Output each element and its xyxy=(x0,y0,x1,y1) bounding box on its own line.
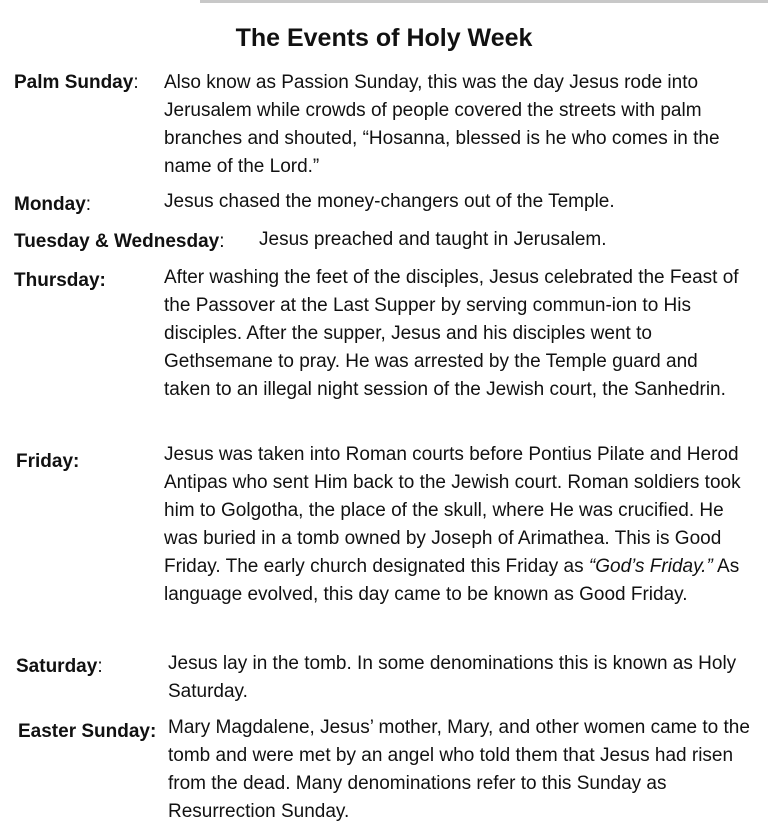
label-text: Easter Sunday: xyxy=(18,721,157,742)
label-colon: : xyxy=(85,194,92,215)
label-text: Tuesday & Wednesday xyxy=(14,231,220,252)
label-colon: : xyxy=(97,656,103,677)
label-text: Palm Sunday xyxy=(14,72,134,93)
text-saturday: Jesus lay in the tomb. In some denominations this is known as Holy Saturday. xyxy=(168,653,737,702)
text-easter-sunday: Mary Magdalene, Jesus’ mother, Mary, and other women came to the tomb and were met by an angel who told them that Jesus had risen from the dead. Many denominations refer to this Sunday as Resurrection Sunday. xyxy=(168,717,750,822)
label-text: Saturday xyxy=(16,656,98,677)
label-text: Monday xyxy=(14,194,86,215)
label-palm-sunday xyxy=(14,69,139,97)
label-colon: : xyxy=(133,72,139,93)
text-palm-sunday: Also know as Passion Sunday, this was the day Jesus rode into Jerusalem while crowds of people covered the streets with palm branches and shouted, “Hosanna, blessed is he who comes in the name of the Lord.” xyxy=(164,72,720,177)
page-title: The Events of Holy Week xyxy=(235,24,533,52)
top-rule xyxy=(200,0,768,3)
text-tuesday-wednesday: Jesus preached and taught in Jerusalem. xyxy=(259,229,607,250)
text-friday xyxy=(164,441,754,609)
label-friday xyxy=(16,448,79,476)
label-thursday xyxy=(14,267,106,295)
label-text: Thursday: xyxy=(14,270,106,291)
label-tuesday-wednesday xyxy=(14,228,224,256)
text-thursday: After washing the feet of the disciples, Jesus celebrated the Feast of the Passover at the Last Supper by serving commun-ion to His disciples. After the supper, Jesus and his disciples went to Gethsemane to pray. He was arrested by the Temple guard and taken to an illegal night session of the Jewish court, the Sanhedrin. xyxy=(164,267,739,400)
text-friday-italic: “God’s Friday.” xyxy=(588,556,713,577)
label-saturday xyxy=(16,653,103,681)
text-friday-part2: As language evolved, this day came to be known as Good Friday. xyxy=(164,556,740,605)
text-monday: Jesus chased the money-changers out of the Temple. xyxy=(164,191,615,212)
label-text: Friday: xyxy=(16,451,80,472)
text-friday-part1: Jesus was taken into Roman courts before Pontius Pilate and Herod Antipas who sent Him back to the Jewish court. Roman soldiers took him to Golgotha, the place of the skull, where He was crucified. He was buried in a tomb owned by Joseph of Arimathea. This is Good Friday. The early church designated this Friday as xyxy=(164,444,741,577)
label-colon: : xyxy=(219,231,225,252)
label-easter-sunday xyxy=(18,718,156,746)
label-monday xyxy=(14,191,91,219)
